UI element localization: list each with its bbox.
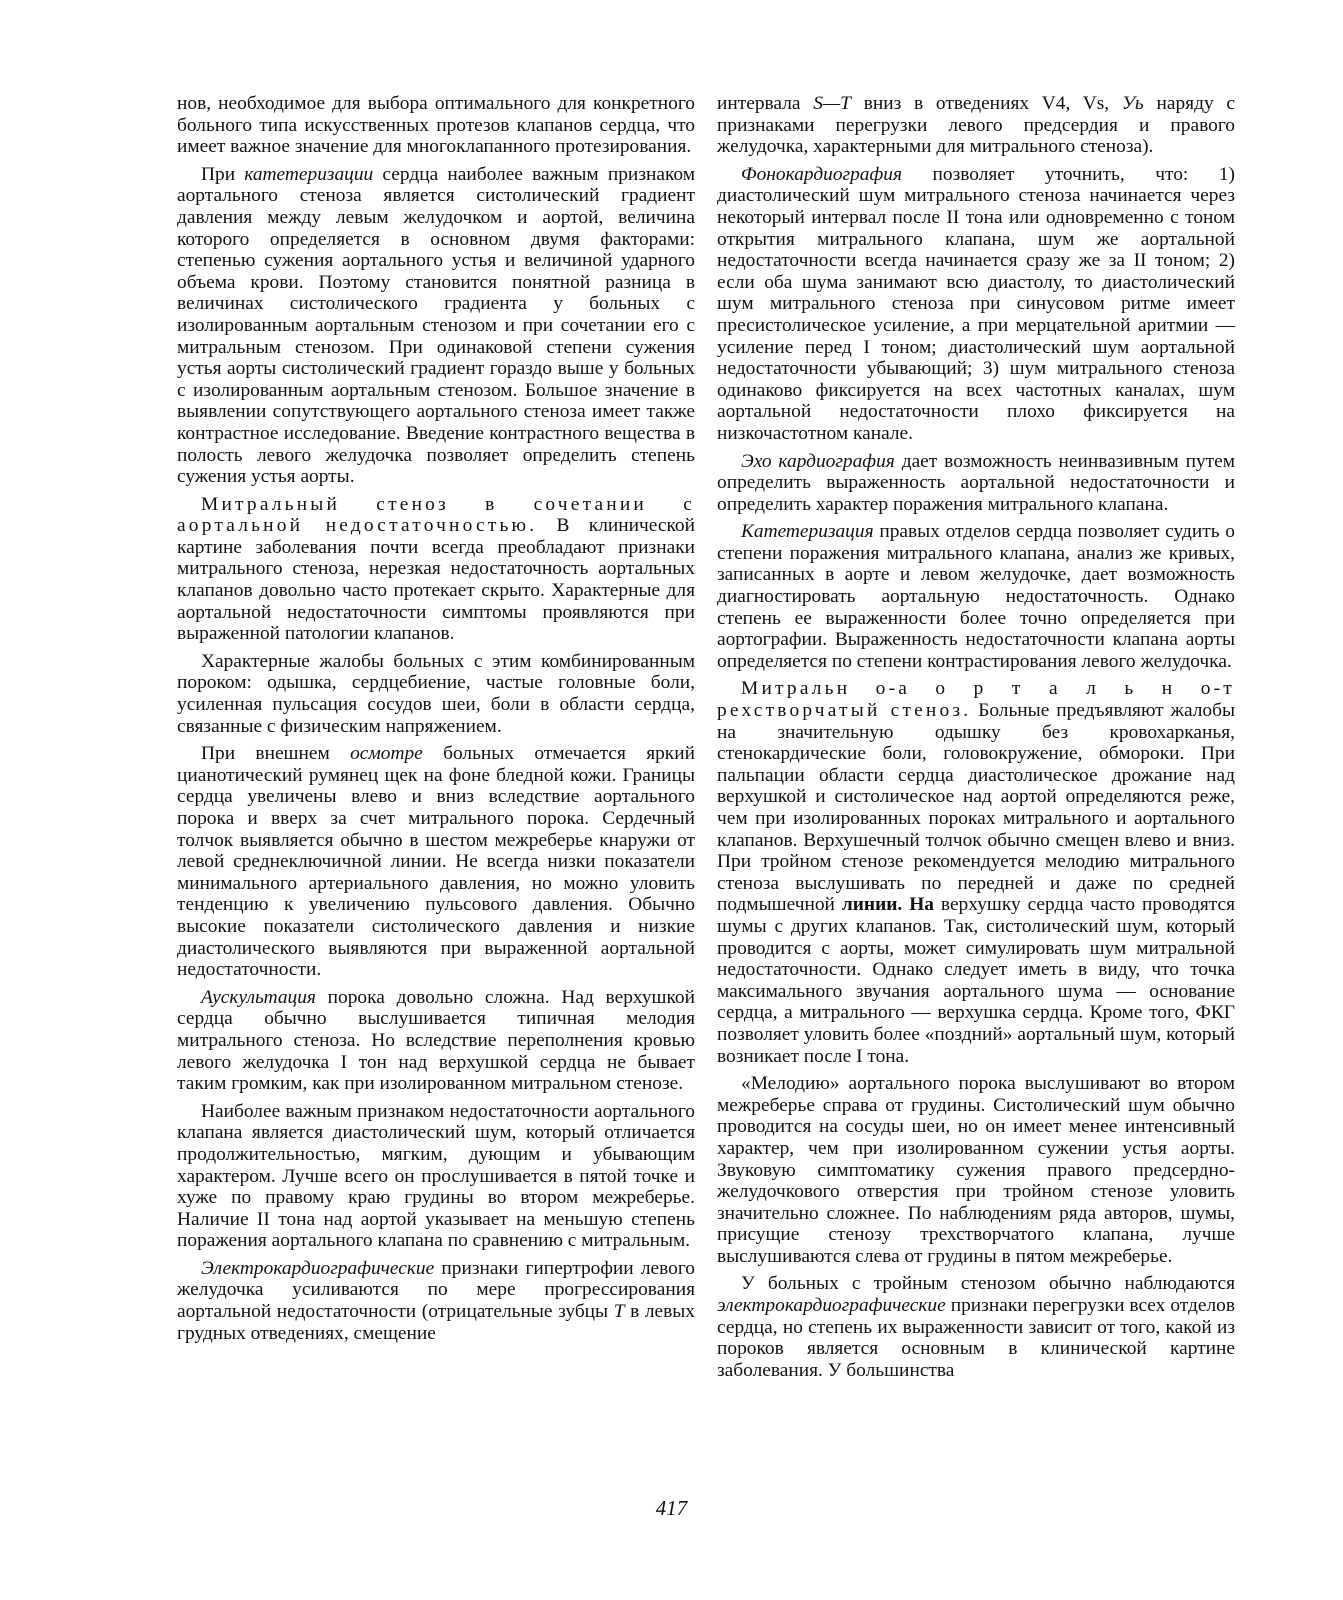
paragraph (717, 164, 1235, 445)
paragraph-text: Характерные жалобы больных с этим комбинированным пороком: одышка, сердцебиение, частые головные боли, усиленная пульсация сосудов шеи, боли в области сердца, связанные с физическим напряжением. (177, 650, 695, 737)
section-heading: Митральн о-а о р т а л ь н о-т рехстворчатый стеноз. (717, 678, 1235, 722)
paragraph-text: правых отделов сердца позволяет судить о степени поражения митрального клапана, анализ же кривых, записанных в аорте и левом желудочке, дает возможность диагностировать аортальную недостаточность. Однако степень ее выраженности более точно определяется при аортографии. Выраженность недостаточности клапана аорты определяется по степени контрастирования левого желудочка. (717, 521, 1235, 672)
paragraph-text: дает возможность неинвазивным путем определить выраженность аортальной недостаточности и определить характер поражения митрального клапана. (717, 450, 1236, 515)
italic-term: Аускультация (201, 986, 316, 1008)
paragraph-text: Больные предъявляют жалобы на значительную одышку без кровохарканья, стенокардические боли, головокружение, обмороки. При пальпации области сердца диастолическое дрожание над верхушкой и систолическое над аортой определяются реже, чем при изолированных пороках митрального и аортального клапанов. Верхушечный толчок обычно смещен влево и вниз. При тройном стенозе рекомендуется мелодию митрального стеноза выслушивать по передней и даже по средней подмышечной (717, 700, 1235, 916)
paragraph-text: в левых грудных отведениях, смещение (177, 1301, 695, 1344)
paragraph-text: В клинической картине заболевания почти всегда преобладают признаки митрального стеноза, нерезкая недостаточность аортальных клапанов довольно часто протекает скрыто. Характерные для аортальной недостаточности симптомы проявляются при выраженной патологии клапанов. (177, 515, 695, 645)
paragraph (177, 1101, 695, 1252)
paragraph (717, 93, 1235, 158)
paragraph-text: наряду с признаками перегрузки левого предсердия и правого желудочка, характерными для митрального стеноза). (717, 93, 1235, 158)
paragraph-text: признаки гипертрофии левого желудочка усиливаются по мере прогрессирования аортальной недостаточности (отрицательные зубцы (177, 1257, 695, 1323)
page-number: 417 (655, 1496, 688, 1520)
paragraph-text: порока довольно сложна. Над верхушкой сердца обычно выслушивается типичная мелодия митрального стеноза. Но вследствие переполнения кровью левого желудочка I тон над верхушкой сердца не бывает таким громким, как при изолированном митральном стенозе. (177, 986, 695, 1095)
italic-term: Фонокардиография (741, 163, 902, 185)
paragraph-text: При (201, 163, 245, 185)
italic-term: Эхо кардиография (741, 450, 895, 472)
paragraph (177, 987, 695, 1095)
paragraph-text: признаки перегрузки всех отделов сердца, но степень их выраженности зависит от того, какой из пороков является основным в клинической картине заболевания. У большинства (717, 1295, 1235, 1381)
italic-term: Т (613, 1301, 625, 1323)
paragraph (717, 678, 1235, 1067)
paragraph (177, 164, 695, 488)
paragraph (177, 494, 695, 645)
paragraph-text: У больных с тройным стенозом обычно наблюдаются (741, 1273, 1235, 1295)
paragraph-text: вниз в отведениях V4, Vs, (850, 93, 1122, 114)
italic-term: S—T (813, 93, 851, 114)
paragraph-text: позволяет уточнить, что: 1) диастолический шум митрального стеноза начинается через некоторый интервал после II тона или одновременно с тоном открытия митрального клапана, шум же аортальной недостаточности всегда начинается сразу же за II тоном; 2) если оба шума занимают всю диастолу, то диастолический шум митрального стеноза при синусовом ритме имеет пресистолическое усиление, а при мерцательной аритмии — усиление перед I тоном; диастолический шум аортальной недостаточности убывающий; 3) шум митрального стеноза одинаково фиксируется на всех частотных каналах, шум аортальной недостаточности плохо фиксируется на низкочастотном канале. (717, 163, 1235, 444)
italic-term: Катетеризация (741, 521, 874, 543)
paragraph-text: При внешнем (201, 743, 351, 765)
section-heading: Митральный стеноз в сочетании с аортальной недостаточностью. (177, 493, 695, 537)
paragraph (177, 1258, 695, 1344)
paragraph (717, 451, 1235, 516)
right-column (717, 93, 1235, 1387)
paragraph (177, 743, 695, 981)
paragraph-text: сердца наиболее важным признаком аортального стеноза является систолический градиент давления между левым желудочком и аортой, величина которого определяется в основном двумя факторами: степенью сужения аортального устья и величиной ударного объема крови. Поэтому становится понятной разница в величинах систолического градиента у больных с изолированным аортальным стенозом и при сочетании его с митральным стенозом. При одинаковой степени сужения устья аорты систолический градиент гораздо выше у больных с изолированным аортальным стенозом. Большое значение в выявлении сопутствующего аортального стеноза имеет также контрастное исследование. Введение контрастного вещества в полость левого желудочка позволяет определить степень сужения устья аорты. (177, 163, 695, 488)
paragraph-text: «Мелодию» аортального порока выслушивают во втором межреберье справа от грудины. Систолический шум обычно проводится на сосуды шеи, но он имеет менее интенсивный характер, чем при изолированном сужении устья аорты. Звуковую симптоматику сужения правого предсердно-желудочкового отверстия при тройном стенозе уловить значительно сложнее. По наблюдениям ряда авторов, шумы, присущие стенозу трехстворчатого клапана, лучше выслушиваются слева от грудины в пятом межреберье. (717, 1073, 1235, 1267)
paragraph-text: интервала (717, 93, 814, 114)
paragraph (717, 1073, 1235, 1267)
paragraph (177, 651, 695, 737)
italic-term: Уь (1121, 93, 1144, 114)
paragraph-text: больных отмечается яркий цианотический румянец щек на фоне бледной кожи. Границы сердца увеличены влево и вниз вследствие аортального порока и вверх за счет митрального порока. Сердечный толчок выявляется обычно в шестом межреберье кнаружи от левой среднеключичной линии. Не всегда низки показатели минимального артериального давления, но можно уловить тенденцию к увеличению пульсового давления. Обычно высокие показатели систолического давления и низкие диастолического выявляются при выраженной аортальной недостаточности. (177, 743, 695, 981)
italic-term: катетеризации (244, 163, 374, 185)
italic-term: электрокардиографические (717, 1295, 946, 1317)
italic-term: осмотре (350, 743, 423, 765)
paragraph (717, 521, 1235, 672)
paragraph (177, 93, 695, 158)
italic-term: Электрокардиографические (201, 1257, 435, 1279)
paragraph (717, 1273, 1235, 1381)
bold-text: линии. На (841, 894, 934, 916)
left-column (177, 93, 695, 1350)
paragraph-text: нов, необходимое для выбора оптимального для конкретного больного типа искусственных протезов клапанов сердца, что имеет важное значение для многоклапанного протезирования. (177, 93, 695, 158)
paragraph-text: Наиболее важным признаком недостаточности аортального клапана является диастолический шум, который отличается продолжительностью, мягким, дующим и убывающим характером. Лучше всего он прослушивается в пятой точке и хуже по правому краю грудины во втором межреберье. Наличие II тона над аортой указывает на меньшую степень поражения аортального клапана по сравнению с митральным. (177, 1100, 695, 1252)
paragraph-text: верхушку сердца часто проводятся шумы с других клапанов. Так, систолический шум, который проводится с аорты, может симулировать шум митральной недостаточности. Однако следует иметь в виду, что точка максимального звучания аортального шума — основание сердца, а митрального — верхушка сердца. Кроме того, ФКГ позволяет уловить более «поздний» аортальный шум, который возникает после I тона. (717, 894, 1235, 1067)
